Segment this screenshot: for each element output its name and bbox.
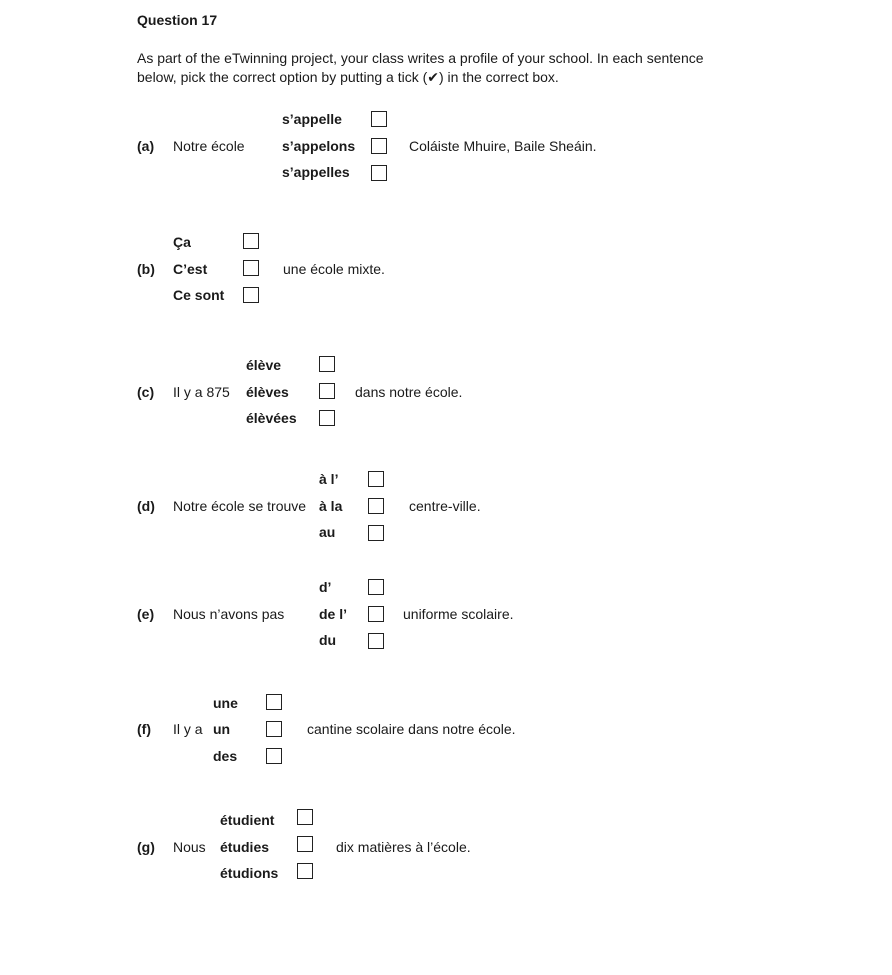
item-b-option-3: Ce sont (173, 287, 225, 303)
item-f-label: (f) (137, 721, 151, 737)
item-b-label: (b) (137, 261, 155, 277)
item-g-checkbox-3[interactable] (297, 863, 313, 879)
item-b-checkbox-3[interactable] (243, 287, 259, 303)
item-d-checkbox-1[interactable] (368, 471, 384, 487)
item-g-option-1: étudient (220, 812, 275, 828)
item-c-option-1: élève (246, 357, 282, 373)
item-f-option-1: une (213, 695, 238, 711)
item-e-checkbox-3[interactable] (368, 633, 384, 649)
item-g-suffix: dix matières à l’école. (336, 839, 471, 855)
item-d-checkbox-2[interactable] (368, 498, 384, 514)
item-d-option-3: au (319, 524, 336, 540)
item-e-option-3: du (319, 632, 337, 648)
item-c-prefix: Il y a 875 (173, 384, 230, 400)
item-a-prefix: Notre école (173, 138, 245, 154)
item-c-checkbox-3[interactable] (319, 410, 335, 426)
item-e-suffix: uniforme scolaire. (403, 606, 514, 622)
item-a-suffix: Coláiste Mhuire, Baile Sheáin. (409, 138, 597, 154)
item-f-option-3: des (213, 748, 238, 764)
item-c-checkbox-2[interactable] (319, 383, 335, 399)
item-c-checkbox-1[interactable] (319, 356, 335, 372)
item-c-label: (c) (137, 384, 155, 400)
item-d-label: (d) (137, 498, 155, 514)
item-g-option-2: étudies (220, 839, 270, 855)
item-d-checkbox-3[interactable] (368, 525, 384, 541)
item-f-suffix: cantine scolaire dans notre école. (307, 721, 516, 737)
item-d-option-1: à l’ (319, 471, 339, 487)
item-g-checkbox-2[interactable] (297, 836, 313, 852)
item-d-prefix: Notre école se trouve (173, 498, 307, 514)
item-a-checkbox-2[interactable] (371, 138, 387, 154)
item-e-option-1: d’ (319, 579, 332, 595)
item-f-checkbox-2[interactable] (266, 721, 282, 737)
item-a-checkbox-3[interactable] (371, 165, 387, 181)
item-g-label: (g) (137, 839, 155, 855)
item-e-checkbox-1[interactable] (368, 579, 384, 595)
item-a-label: (a) (137, 138, 155, 154)
item-g-option-3: étudions (220, 865, 279, 881)
item-f-checkbox-3[interactable] (266, 748, 282, 764)
item-f-checkbox-1[interactable] (266, 694, 282, 710)
question-title: Question 17 (137, 12, 218, 28)
item-a-option-3: s’appelles (282, 164, 350, 180)
item-b-checkbox-1[interactable] (243, 233, 259, 249)
item-e-checkbox-2[interactable] (368, 606, 384, 622)
item-b-option-1: Ça (173, 234, 191, 250)
item-d-option-2: à la (319, 498, 343, 514)
item-e-prefix: Nous n’avons pas (173, 606, 285, 622)
item-a-option-1: s’appelle (282, 111, 342, 127)
item-b-suffix: une école mixte. (283, 261, 385, 277)
item-b-checkbox-2[interactable] (243, 260, 259, 276)
item-d-suffix: centre-ville. (409, 498, 481, 514)
item-b-option-2: C’est (173, 261, 208, 277)
item-f-option-2: un (213, 721, 231, 737)
item-a-checkbox-1[interactable] (371, 111, 387, 127)
item-g-checkbox-1[interactable] (297, 809, 313, 825)
question-intro: As part of the eTwinning project, your class writes a profile of your school. In each sentence below, pick the correct option by putting a tick (✔) in the correct box. (137, 50, 704, 85)
item-c-option-3: élèvées (246, 410, 297, 426)
item-e-label: (e) (137, 606, 155, 622)
item-e-option-2: de l’ (319, 606, 348, 622)
item-c-suffix: dans notre école. (355, 384, 463, 400)
item-a-option-2: s’appelons (282, 138, 356, 154)
item-g-prefix: Nous (173, 839, 206, 855)
item-f-prefix: Il y a (173, 721, 203, 737)
item-c-option-2: élèves (246, 384, 289, 400)
